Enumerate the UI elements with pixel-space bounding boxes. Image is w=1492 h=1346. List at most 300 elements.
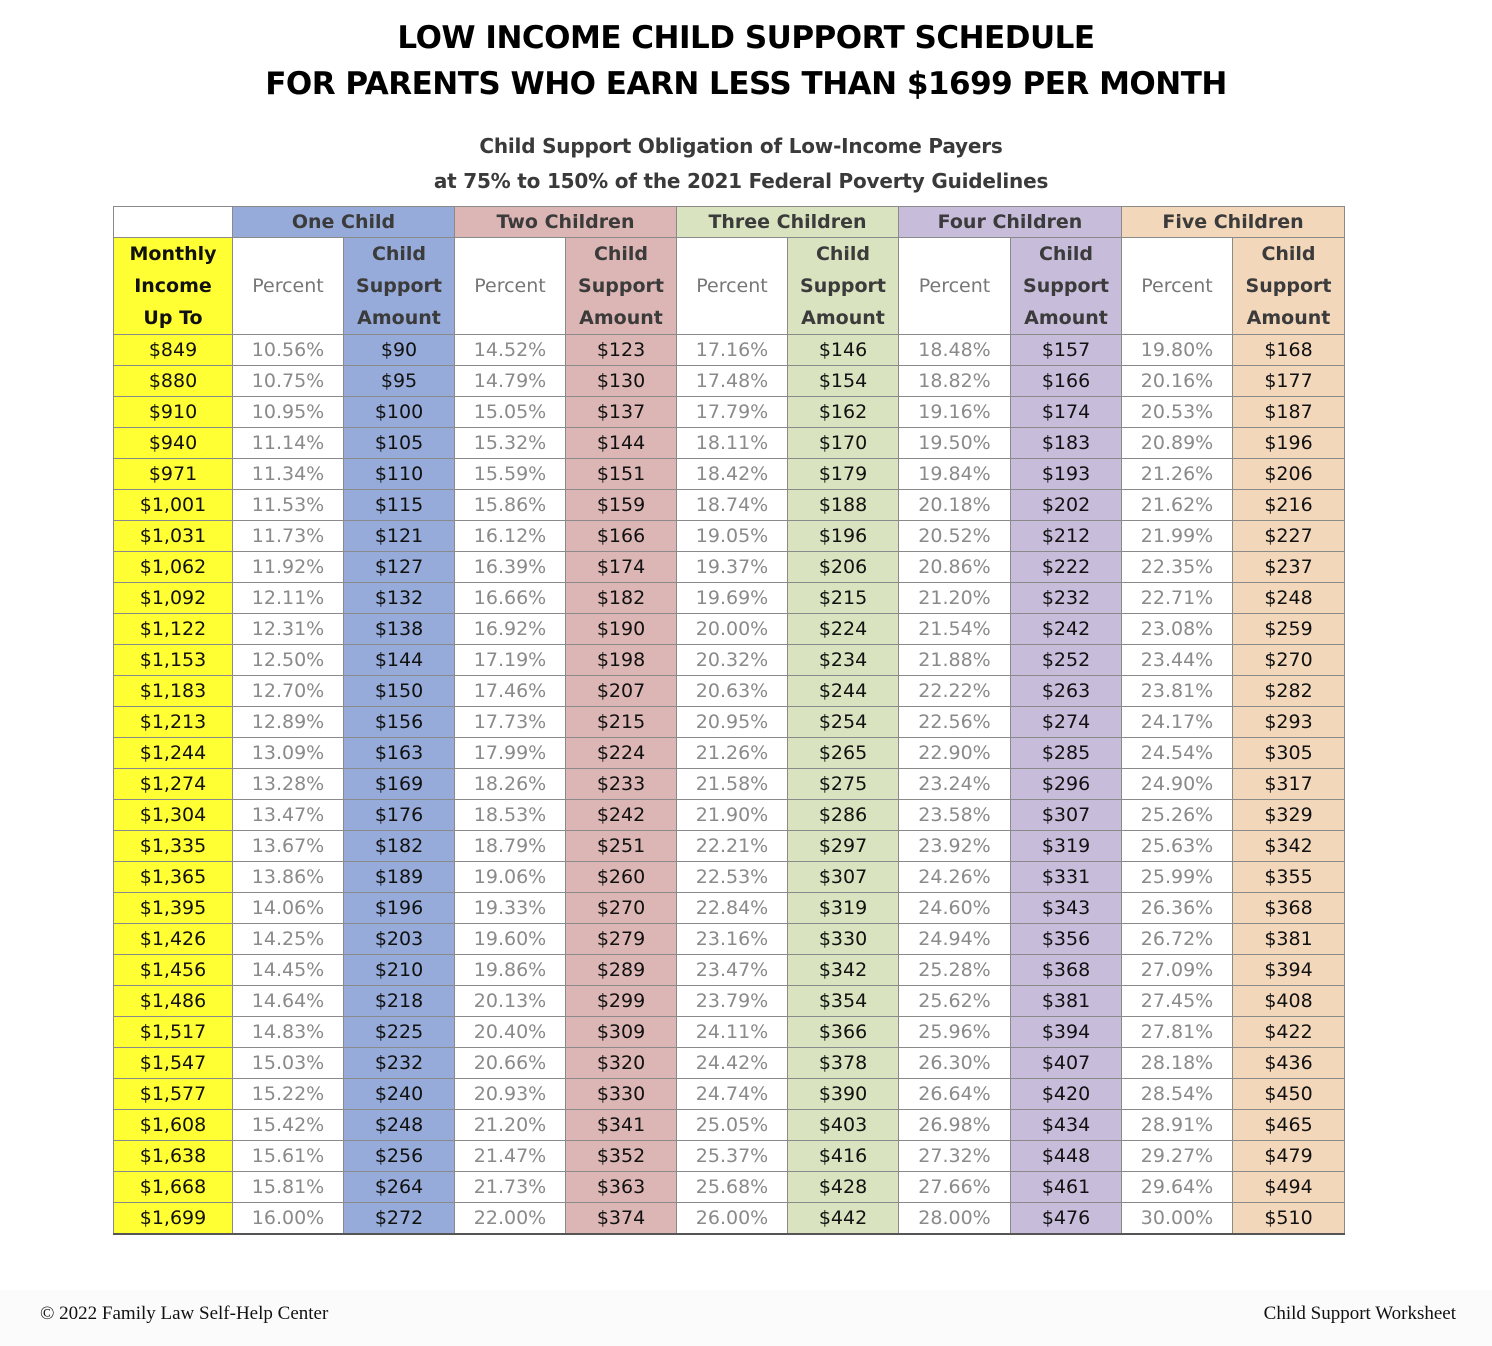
amount-cell: $157 — [1011, 335, 1122, 366]
amount-header — [1233, 238, 1345, 335]
amount-cell: $251 — [566, 831, 677, 862]
percent-cell: 21.26% — [1122, 459, 1233, 490]
amount-cell: $196 — [344, 893, 455, 924]
percent-cell: 15.42% — [233, 1110, 344, 1141]
percent-cell: 21.20% — [455, 1110, 566, 1141]
amount-cell: $207 — [566, 676, 677, 707]
amount-cell: $494 — [1233, 1172, 1345, 1203]
percent-cell: 16.92% — [455, 614, 566, 645]
amount-cell: $319 — [788, 893, 899, 924]
footer-copyright: © 2022 Family Law Self-Help Center — [40, 1303, 329, 1324]
income-cell: $1,365 — [114, 862, 233, 893]
footer-worksheet-label: Child Support Worksheet — [1263, 1303, 1456, 1324]
percent-cell: 18.42% — [677, 459, 788, 490]
amount-cell: $270 — [1233, 645, 1345, 676]
percent-cell: 22.22% — [899, 676, 1011, 707]
percent-header: Percent — [455, 238, 566, 335]
amount-cell: $130 — [566, 366, 677, 397]
group-header-five-children: Five Children — [1122, 207, 1345, 238]
amount-cell: $254 — [788, 707, 899, 738]
table-row — [114, 366, 1345, 397]
table-row — [114, 645, 1345, 676]
percent-cell: 13.86% — [233, 862, 344, 893]
amount-cell: $363 — [566, 1172, 677, 1203]
amount-cell: $170 — [788, 428, 899, 459]
percent-cell: 15.05% — [455, 397, 566, 428]
percent-cell: 13.28% — [233, 769, 344, 800]
percent-cell: 22.00% — [455, 1203, 566, 1235]
amount-cell: $179 — [788, 459, 899, 490]
percent-header: Percent — [677, 238, 788, 335]
percent-cell: 20.16% — [1122, 366, 1233, 397]
amount-cell: $448 — [1011, 1141, 1122, 1172]
percent-cell: 20.89% — [1122, 428, 1233, 459]
percent-cell: 16.39% — [455, 552, 566, 583]
amount-cell: $224 — [566, 738, 677, 769]
income-cell: $1,668 — [114, 1172, 233, 1203]
percent-cell: 18.74% — [677, 490, 788, 521]
amount-cell: $274 — [1011, 707, 1122, 738]
percent-cell: 15.59% — [455, 459, 566, 490]
amount-cell: $289 — [566, 955, 677, 986]
amount-cell: $408 — [1233, 986, 1345, 1017]
income-cell: $1,456 — [114, 955, 233, 986]
table-row — [114, 676, 1345, 707]
amount-header-line: Support — [578, 275, 664, 297]
percent-cell: 25.62% — [899, 986, 1011, 1017]
percent-cell: 23.47% — [677, 955, 788, 986]
percent-cell: 24.42% — [677, 1048, 788, 1079]
income-cell: $1,274 — [114, 769, 233, 800]
amount-cell: $212 — [1011, 521, 1122, 552]
percent-cell: 16.12% — [455, 521, 566, 552]
percent-cell: 14.45% — [233, 955, 344, 986]
amount-cell: $218 — [344, 986, 455, 1017]
percent-cell: 19.06% — [455, 862, 566, 893]
percent-cell: 22.71% — [1122, 583, 1233, 614]
percent-cell: 28.18% — [1122, 1048, 1233, 1079]
page-title-line-1: LOW INCOME CHILD SUPPORT SCHEDULE — [397, 20, 1095, 56]
percent-cell: 24.11% — [677, 1017, 788, 1048]
amount-cell: $174 — [1011, 397, 1122, 428]
amount-cell: $138 — [344, 614, 455, 645]
table-row — [114, 397, 1345, 428]
amount-cell: $275 — [788, 769, 899, 800]
amount-header-line: Support — [800, 275, 886, 297]
amount-cell: $442 — [788, 1203, 899, 1235]
percent-cell: 18.26% — [455, 769, 566, 800]
amount-cell: $450 — [1233, 1079, 1345, 1110]
percent-cell: 25.26% — [1122, 800, 1233, 831]
income-cell: $1,031 — [114, 521, 233, 552]
table-row — [114, 924, 1345, 955]
percent-cell: 24.54% — [1122, 738, 1233, 769]
table-row — [114, 955, 1345, 986]
group-header-row — [114, 207, 1345, 238]
percent-cell: 18.82% — [899, 366, 1011, 397]
table-row — [114, 1048, 1345, 1079]
percent-cell: 21.73% — [455, 1172, 566, 1203]
amount-header — [788, 238, 899, 335]
percent-cell: 21.20% — [899, 583, 1011, 614]
percent-cell: 15.61% — [233, 1141, 344, 1172]
income-cell: $1,638 — [114, 1141, 233, 1172]
percent-cell: 10.95% — [233, 397, 344, 428]
percent-cell: 17.99% — [455, 738, 566, 769]
amount-cell: $150 — [344, 676, 455, 707]
amount-cell: $330 — [788, 924, 899, 955]
amount-header-line: Amount — [1024, 307, 1108, 329]
income-cell: $1,244 — [114, 738, 233, 769]
percent-cell: 20.13% — [455, 986, 566, 1017]
percent-cell: 29.27% — [1122, 1141, 1233, 1172]
income-cell: $1,062 — [114, 552, 233, 583]
percent-cell: 19.37% — [677, 552, 788, 583]
percent-cell: 23.44% — [1122, 645, 1233, 676]
table-row — [114, 552, 1345, 583]
amount-cell: $422 — [1233, 1017, 1345, 1048]
amount-cell: $225 — [344, 1017, 455, 1048]
amount-cell: $342 — [1233, 831, 1345, 862]
amount-cell: $227 — [1233, 521, 1345, 552]
amount-cell: $159 — [566, 490, 677, 521]
amount-cell: $216 — [1233, 490, 1345, 521]
amount-cell: $166 — [566, 521, 677, 552]
amount-cell: $331 — [1011, 862, 1122, 893]
table-row — [114, 893, 1345, 924]
percent-cell: 27.66% — [899, 1172, 1011, 1203]
amount-cell: $428 — [788, 1172, 899, 1203]
amount-cell: $297 — [788, 831, 899, 862]
amount-cell: $232 — [344, 1048, 455, 1079]
percent-cell: 21.54% — [899, 614, 1011, 645]
percent-cell: 21.90% — [677, 800, 788, 831]
percent-cell: 17.73% — [455, 707, 566, 738]
amount-cell: $263 — [1011, 676, 1122, 707]
percent-cell: 17.46% — [455, 676, 566, 707]
percent-cell: 12.70% — [233, 676, 344, 707]
percent-cell: 15.03% — [233, 1048, 344, 1079]
income-header-line: Monthly — [129, 243, 217, 265]
table-row — [114, 769, 1345, 800]
percent-cell: 14.52% — [455, 335, 566, 366]
amount-cell: $196 — [1233, 428, 1345, 459]
percent-cell: 26.64% — [899, 1079, 1011, 1110]
amount-cell: $198 — [566, 645, 677, 676]
amount-cell: $244 — [788, 676, 899, 707]
amount-header-line: Support — [356, 275, 442, 297]
percent-cell: 21.99% — [1122, 521, 1233, 552]
amount-cell: $210 — [344, 955, 455, 986]
percent-cell: 20.00% — [677, 614, 788, 645]
amount-cell: $206 — [788, 552, 899, 583]
amount-cell: $242 — [566, 800, 677, 831]
income-header — [114, 238, 233, 335]
percent-cell: 15.81% — [233, 1172, 344, 1203]
percent-cell: 14.06% — [233, 893, 344, 924]
percent-header: Percent — [1122, 238, 1233, 335]
percent-cell: 20.66% — [455, 1048, 566, 1079]
amount-cell: $407 — [1011, 1048, 1122, 1079]
income-cell: $1,577 — [114, 1079, 233, 1110]
percent-cell: 20.32% — [677, 645, 788, 676]
amount-header-line: Child — [371, 243, 427, 265]
percent-cell: 25.96% — [899, 1017, 1011, 1048]
percent-cell: 13.47% — [233, 800, 344, 831]
percent-cell: 14.25% — [233, 924, 344, 955]
table-row — [114, 614, 1345, 645]
child-support-schedule-table — [113, 206, 1345, 1235]
amount-cell: $224 — [788, 614, 899, 645]
amount-cell: $132 — [344, 583, 455, 614]
amount-cell: $182 — [344, 831, 455, 862]
amount-cell: $174 — [566, 552, 677, 583]
percent-cell: 15.86% — [455, 490, 566, 521]
amount-cell: $237 — [1233, 552, 1345, 583]
percent-cell: 19.33% — [455, 893, 566, 924]
amount-cell: $146 — [788, 335, 899, 366]
amount-cell: $105 — [344, 428, 455, 459]
amount-cell: $355 — [1233, 862, 1345, 893]
amount-cell: $115 — [344, 490, 455, 521]
amount-cell: $202 — [1011, 490, 1122, 521]
amount-cell: $368 — [1233, 893, 1345, 924]
amount-header-line: Child — [1261, 243, 1316, 265]
percent-cell: 16.66% — [455, 583, 566, 614]
percent-cell: 19.60% — [455, 924, 566, 955]
percent-cell: 19.16% — [899, 397, 1011, 428]
amount-cell: $420 — [1011, 1079, 1122, 1110]
percent-cell: 26.98% — [899, 1110, 1011, 1141]
table-row — [114, 521, 1345, 552]
percent-header: Percent — [899, 238, 1011, 335]
corner-cell — [114, 207, 233, 238]
percent-cell: 19.05% — [677, 521, 788, 552]
table-row — [114, 335, 1345, 366]
table-row — [114, 1079, 1345, 1110]
table-row — [114, 707, 1345, 738]
percent-cell: 18.53% — [455, 800, 566, 831]
percent-cell: 18.48% — [899, 335, 1011, 366]
amount-cell: $234 — [788, 645, 899, 676]
percent-cell: 26.30% — [899, 1048, 1011, 1079]
amount-cell: $162 — [788, 397, 899, 428]
table-row — [114, 1110, 1345, 1141]
amount-cell: $156 — [344, 707, 455, 738]
percent-cell: 20.52% — [899, 521, 1011, 552]
amount-cell: $461 — [1011, 1172, 1122, 1203]
percent-cell: 10.56% — [233, 335, 344, 366]
amount-header-line: Child — [1038, 243, 1094, 265]
percent-cell: 21.26% — [677, 738, 788, 769]
amount-cell: $240 — [344, 1079, 455, 1110]
amount-cell: $248 — [344, 1110, 455, 1141]
percent-cell: 17.48% — [677, 366, 788, 397]
amount-cell: $144 — [344, 645, 455, 676]
percent-cell: 14.64% — [233, 986, 344, 1017]
table-row — [114, 1172, 1345, 1203]
amount-cell: $248 — [1233, 583, 1345, 614]
percent-cell: 19.80% — [1122, 335, 1233, 366]
amount-cell: $169 — [344, 769, 455, 800]
amount-cell: $390 — [788, 1079, 899, 1110]
amount-cell: $293 — [1233, 707, 1345, 738]
amount-cell: $259 — [1233, 614, 1345, 645]
percent-cell: 23.81% — [1122, 676, 1233, 707]
amount-cell: $110 — [344, 459, 455, 490]
amount-cell: $282 — [1233, 676, 1345, 707]
percent-cell: 21.88% — [899, 645, 1011, 676]
amount-cell: $465 — [1233, 1110, 1345, 1141]
income-cell: $971 — [114, 459, 233, 490]
percent-cell: 26.72% — [1122, 924, 1233, 955]
percent-cell: 23.08% — [1122, 614, 1233, 645]
table-row — [114, 986, 1345, 1017]
percent-cell: 28.54% — [1122, 1079, 1233, 1110]
percent-cell: 22.53% — [677, 862, 788, 893]
amount-cell: $286 — [788, 800, 899, 831]
income-cell: $940 — [114, 428, 233, 459]
percent-cell: 11.14% — [233, 428, 344, 459]
percent-cell: 22.56% — [899, 707, 1011, 738]
amount-cell: $436 — [1233, 1048, 1345, 1079]
percent-cell: 28.91% — [1122, 1110, 1233, 1141]
amount-cell: $342 — [788, 955, 899, 986]
percent-cell: 27.09% — [1122, 955, 1233, 986]
percent-cell: 25.37% — [677, 1141, 788, 1172]
amount-cell: $307 — [788, 862, 899, 893]
table-row — [114, 862, 1345, 893]
amount-cell: $193 — [1011, 459, 1122, 490]
percent-cell: 11.53% — [233, 490, 344, 521]
amount-cell: $189 — [344, 862, 455, 893]
percent-cell: 20.18% — [899, 490, 1011, 521]
percent-cell: 13.67% — [233, 831, 344, 862]
amount-cell: $203 — [344, 924, 455, 955]
amount-header-line: Child — [815, 243, 871, 265]
amount-cell: $416 — [788, 1141, 899, 1172]
percent-cell: 25.99% — [1122, 862, 1233, 893]
amount-cell: $100 — [344, 397, 455, 428]
amount-cell: $265 — [788, 738, 899, 769]
amount-cell: $182 — [566, 583, 677, 614]
amount-cell: $168 — [1233, 335, 1345, 366]
table-subtitle-line-1: Child Support Obligation of Low-Income Payers — [479, 134, 1003, 158]
amount-cell: $329 — [1233, 800, 1345, 831]
income-cell: $1,122 — [114, 614, 233, 645]
amount-cell: $90 — [344, 335, 455, 366]
amount-cell: $309 — [566, 1017, 677, 1048]
percent-header: Percent — [233, 238, 344, 335]
amount-cell: $256 — [344, 1141, 455, 1172]
percent-cell: 19.69% — [677, 583, 788, 614]
amount-cell: $215 — [788, 583, 899, 614]
amount-cell: $233 — [566, 769, 677, 800]
percent-cell: 24.17% — [1122, 707, 1233, 738]
amount-header-line: Amount — [579, 307, 663, 329]
amount-cell: $151 — [566, 459, 677, 490]
percent-cell: 15.32% — [455, 428, 566, 459]
income-cell: $1,213 — [114, 707, 233, 738]
percent-cell: 10.75% — [233, 366, 344, 397]
percent-cell: 24.60% — [899, 893, 1011, 924]
percent-cell: 25.68% — [677, 1172, 788, 1203]
percent-cell: 13.09% — [233, 738, 344, 769]
amount-cell: $394 — [1233, 955, 1345, 986]
income-cell: $1,304 — [114, 800, 233, 831]
table-row — [114, 490, 1345, 521]
amount-cell: $285 — [1011, 738, 1122, 769]
amount-header-line: Amount — [801, 307, 885, 329]
percent-cell: 25.28% — [899, 955, 1011, 986]
amount-cell: $196 — [788, 521, 899, 552]
group-header-one-child: One Child — [233, 207, 455, 238]
amount-header-line: Child — [593, 243, 649, 265]
income-cell: $1,001 — [114, 490, 233, 521]
amount-cell: $190 — [566, 614, 677, 645]
amount-cell: $476 — [1011, 1203, 1122, 1235]
percent-cell: 17.79% — [677, 397, 788, 428]
amount-cell: $163 — [344, 738, 455, 769]
income-cell: $1,395 — [114, 893, 233, 924]
amount-header — [566, 238, 677, 335]
income-cell: $1,699 — [114, 1203, 233, 1235]
percent-cell: 11.92% — [233, 552, 344, 583]
income-header-line: Up To — [143, 307, 203, 329]
amount-cell: $343 — [1011, 893, 1122, 924]
group-header-four-children: Four Children — [899, 207, 1122, 238]
percent-cell: 21.47% — [455, 1141, 566, 1172]
amount-cell: $394 — [1011, 1017, 1122, 1048]
group-header-three-children: Three Children — [677, 207, 899, 238]
percent-cell: 23.58% — [899, 800, 1011, 831]
percent-cell: 20.53% — [1122, 397, 1233, 428]
amount-cell: $144 — [566, 428, 677, 459]
amount-cell: $366 — [788, 1017, 899, 1048]
percent-cell: 24.26% — [899, 862, 1011, 893]
table-row — [114, 800, 1345, 831]
percent-cell: 22.84% — [677, 893, 788, 924]
percent-cell: 20.63% — [677, 676, 788, 707]
percent-cell: 16.00% — [233, 1203, 344, 1235]
percent-cell: 14.79% — [455, 366, 566, 397]
percent-cell: 24.94% — [899, 924, 1011, 955]
amount-cell: $320 — [566, 1048, 677, 1079]
amount-cell: $127 — [344, 552, 455, 583]
amount-cell: $123 — [566, 335, 677, 366]
amount-cell: $166 — [1011, 366, 1122, 397]
percent-cell: 19.86% — [455, 955, 566, 986]
amount-cell: $222 — [1011, 552, 1122, 583]
percent-cell: 23.16% — [677, 924, 788, 955]
amount-cell: $187 — [1233, 397, 1345, 428]
amount-cell: $264 — [344, 1172, 455, 1203]
amount-cell: $260 — [566, 862, 677, 893]
income-cell: $910 — [114, 397, 233, 428]
amount-cell: $242 — [1011, 614, 1122, 645]
amount-cell: $183 — [1011, 428, 1122, 459]
percent-cell: 12.31% — [233, 614, 344, 645]
amount-cell: $206 — [1233, 459, 1345, 490]
amount-cell: $378 — [788, 1048, 899, 1079]
amount-cell: $319 — [1011, 831, 1122, 862]
amount-cell: $177 — [1233, 366, 1345, 397]
percent-cell: 24.90% — [1122, 769, 1233, 800]
income-header-line: Income — [134, 275, 212, 297]
percent-cell: 21.62% — [1122, 490, 1233, 521]
percent-cell: 12.50% — [233, 645, 344, 676]
page-title-line-2: FOR PARENTS WHO EARN LESS THAN $1699 PER MONTH — [265, 66, 1227, 102]
